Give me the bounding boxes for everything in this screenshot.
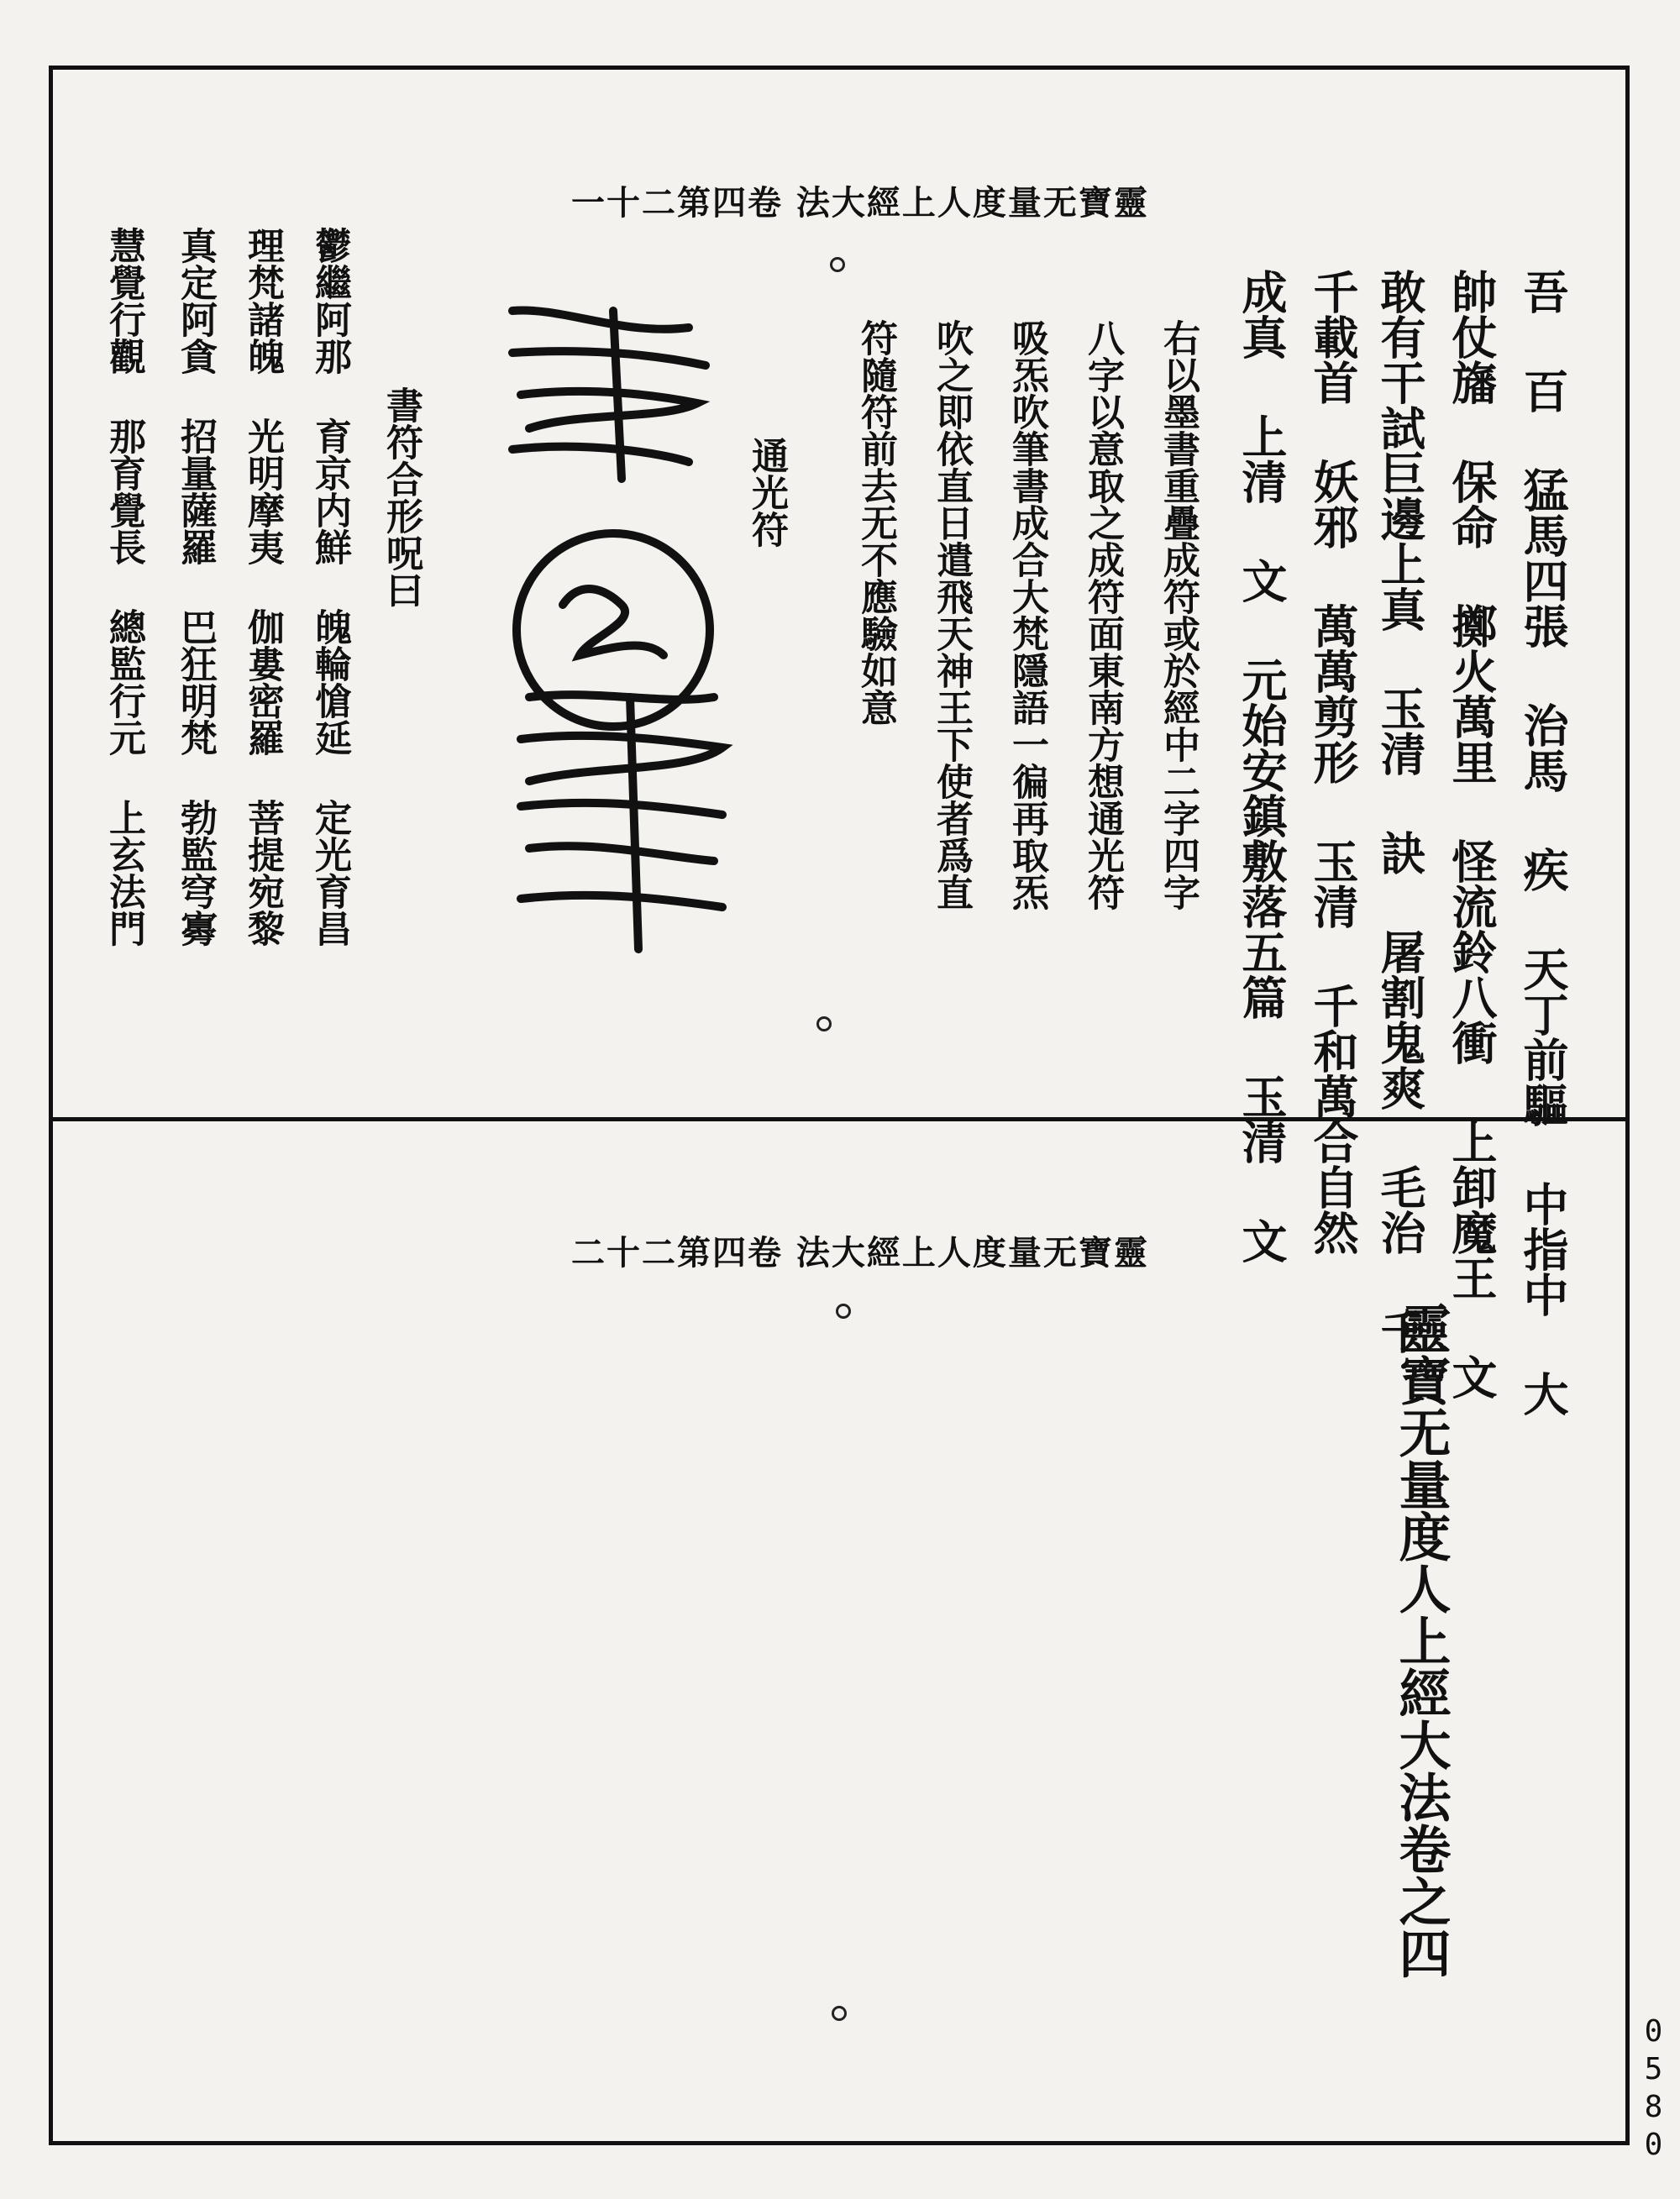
upper-running-header: 靈寶无量度人上經大法 卷四第二十一: [571, 183, 1149, 223]
punctuation-circle: [830, 257, 845, 272]
text-column-6: 右以墨書重疊成符或於經中二字四字: [1157, 319, 1200, 911]
volume-end-title: 靈寶无量度人上經大法卷之四: [1390, 1302, 1452, 1979]
punctuation-circle: [816, 1016, 832, 1031]
text-column-8: 吸炁吹筆書成合大梵隱語一徧再取炁: [1005, 319, 1048, 911]
punctuation-circle: [836, 1304, 851, 1319]
text-column-14: 理梵諸魄 光明摩夷 伽婁密羅 菩提宛黎: [241, 227, 284, 947]
talisman-title: 通光符: [745, 437, 788, 548]
text-column-13: 鬱繼阿那 育京内鮮 魄輪愴延 定光育昌: [308, 227, 351, 947]
lower-running-header: 靈寶无量度人上經大法 卷四第二十二: [571, 1233, 1149, 1273]
text-column-3: 敢有干試巨邊上真 玉清 訣 屠割鬼爽 毛治 千: [1373, 269, 1427, 1354]
text-column-10: 符隨符前去无不應驗如意: [854, 319, 897, 726]
punctuation-circle: [832, 2006, 847, 2021]
page-number: 0580: [1636, 2014, 1671, 2165]
text-column-15: 真定阿貪 招量薩羅 巴狂明梵 勃監穹㝰: [174, 227, 217, 947]
text-column-5: 成真 上清 文 元始安鎮敷落五篇 玉清 文: [1235, 269, 1289, 1263]
text-column-12: 書符合形呪曰: [380, 386, 423, 608]
text-column-7: 八字以意取之成符面東南方想通光符: [1081, 319, 1124, 911]
text-column-2: 帥仗旛 保命 擲火萬里 怪流鈴八衝 上卸魔王 文: [1445, 269, 1499, 1399]
text-column-16: 慧覺行觀 那育覺長 總監行元 上玄法門: [102, 227, 145, 947]
text-column-4: 千載首 妖邪 萬萬剪形 玉清 千和萬合自然: [1306, 269, 1360, 1255]
text-column-9: 吹之即依直日遣飛天神王下使者爲直: [930, 319, 973, 911]
talisman-drawing: [496, 302, 748, 958]
text-column-1: 吾 百 猛馬四張 治馬 疾 天丁前驅 中指中 大: [1516, 269, 1570, 1416]
